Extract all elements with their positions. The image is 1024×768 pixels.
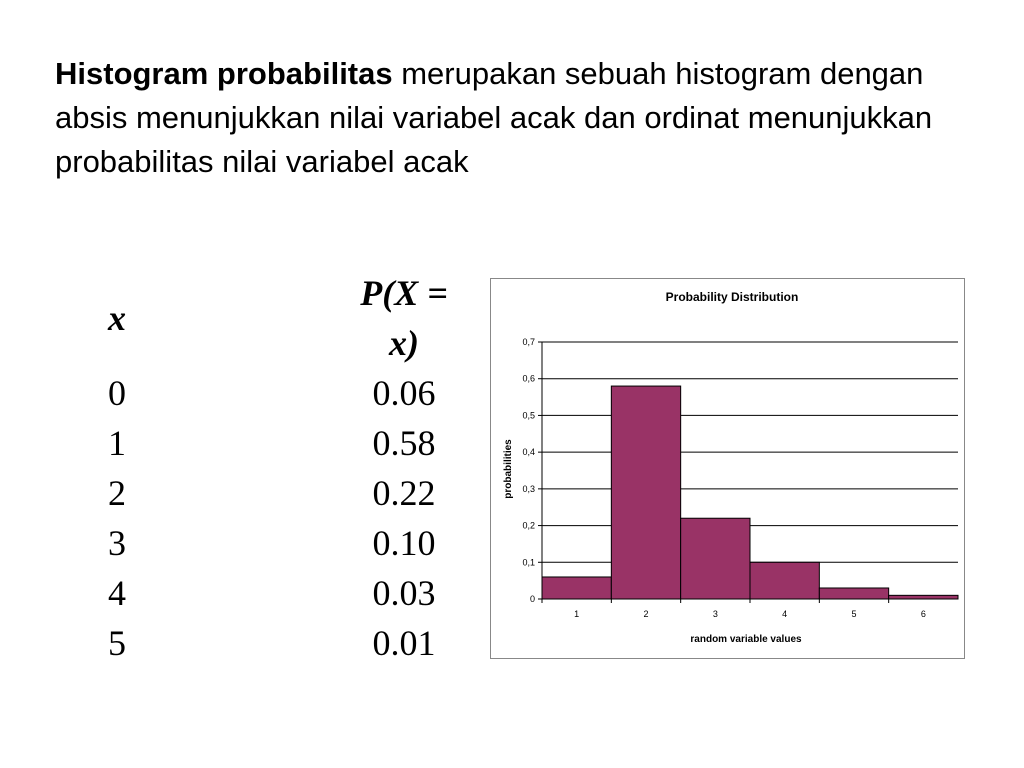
probability-table: [108, 268, 464, 668]
y-tick-label: 0,4: [522, 447, 535, 458]
cell-x: 4: [108, 573, 126, 613]
header-x: x: [108, 298, 126, 338]
chart-svg: [491, 279, 964, 658]
table-header-row: [108, 268, 464, 368]
cell-x: 5: [108, 623, 126, 663]
y-tick-label: 0,5: [522, 410, 535, 421]
x-tick-label: 2: [643, 609, 649, 619]
cell-probability: 0.03: [372, 573, 436, 613]
y-tick-label: 0,2: [522, 520, 535, 531]
cell-x: 3: [108, 523, 126, 563]
cell-probability: 0.22: [372, 473, 436, 513]
table-row: [108, 468, 464, 518]
x-tick-label: 4: [782, 609, 788, 619]
chart-title: Probability Distribution: [665, 290, 799, 304]
table-row: [108, 568, 464, 618]
intro-text: merupakan sebuah histogram dengan absis menunjukkan nilai variabel acak dan ordinat menunjukkan probabilitas nilai variabel acak: [55, 56, 933, 179]
histogram-chart: [490, 278, 965, 659]
y-tick-label: 0,6: [522, 373, 535, 384]
cell-probability: 0.01: [372, 623, 436, 663]
x-tick-label: 6: [920, 609, 926, 619]
intro-bold-term: Histogram probabilitas: [55, 56, 393, 91]
y-tick-label: 0,7: [522, 337, 535, 347]
x-axis-label: random variable values: [690, 634, 802, 645]
histogram-bar: [819, 588, 888, 599]
table-row: [108, 518, 464, 568]
cell-probability: 0.10: [372, 523, 436, 563]
intro-paragraph: [55, 52, 985, 184]
cell-x: 2: [108, 473, 126, 513]
histogram-bar: [681, 518, 750, 599]
cell-probability: 0.06: [372, 373, 436, 413]
table-row: [108, 418, 464, 468]
x-tick-label: 3: [712, 609, 718, 619]
cell-probability: 0.58: [372, 423, 436, 463]
y-tick-label: 0,3: [522, 483, 535, 494]
bar-layer: [542, 386, 958, 599]
histogram-bar: [611, 386, 680, 599]
histogram-bar: [889, 595, 958, 599]
cell-x: 1: [108, 423, 126, 463]
histogram-bar: [750, 562, 819, 599]
table-row: [108, 368, 464, 418]
cell-x: 0: [108, 373, 126, 413]
x-tick-label: 1: [574, 609, 580, 619]
table-row: [108, 618, 464, 668]
y-tick-label: 0,1: [522, 557, 535, 568]
header-probability: P(X = x): [360, 273, 448, 363]
histogram-bar: [542, 577, 611, 599]
x-tick-label: 5: [851, 609, 857, 619]
y-tick-label: 0: [529, 594, 535, 604]
y-axis-label: probabilities: [503, 439, 514, 499]
